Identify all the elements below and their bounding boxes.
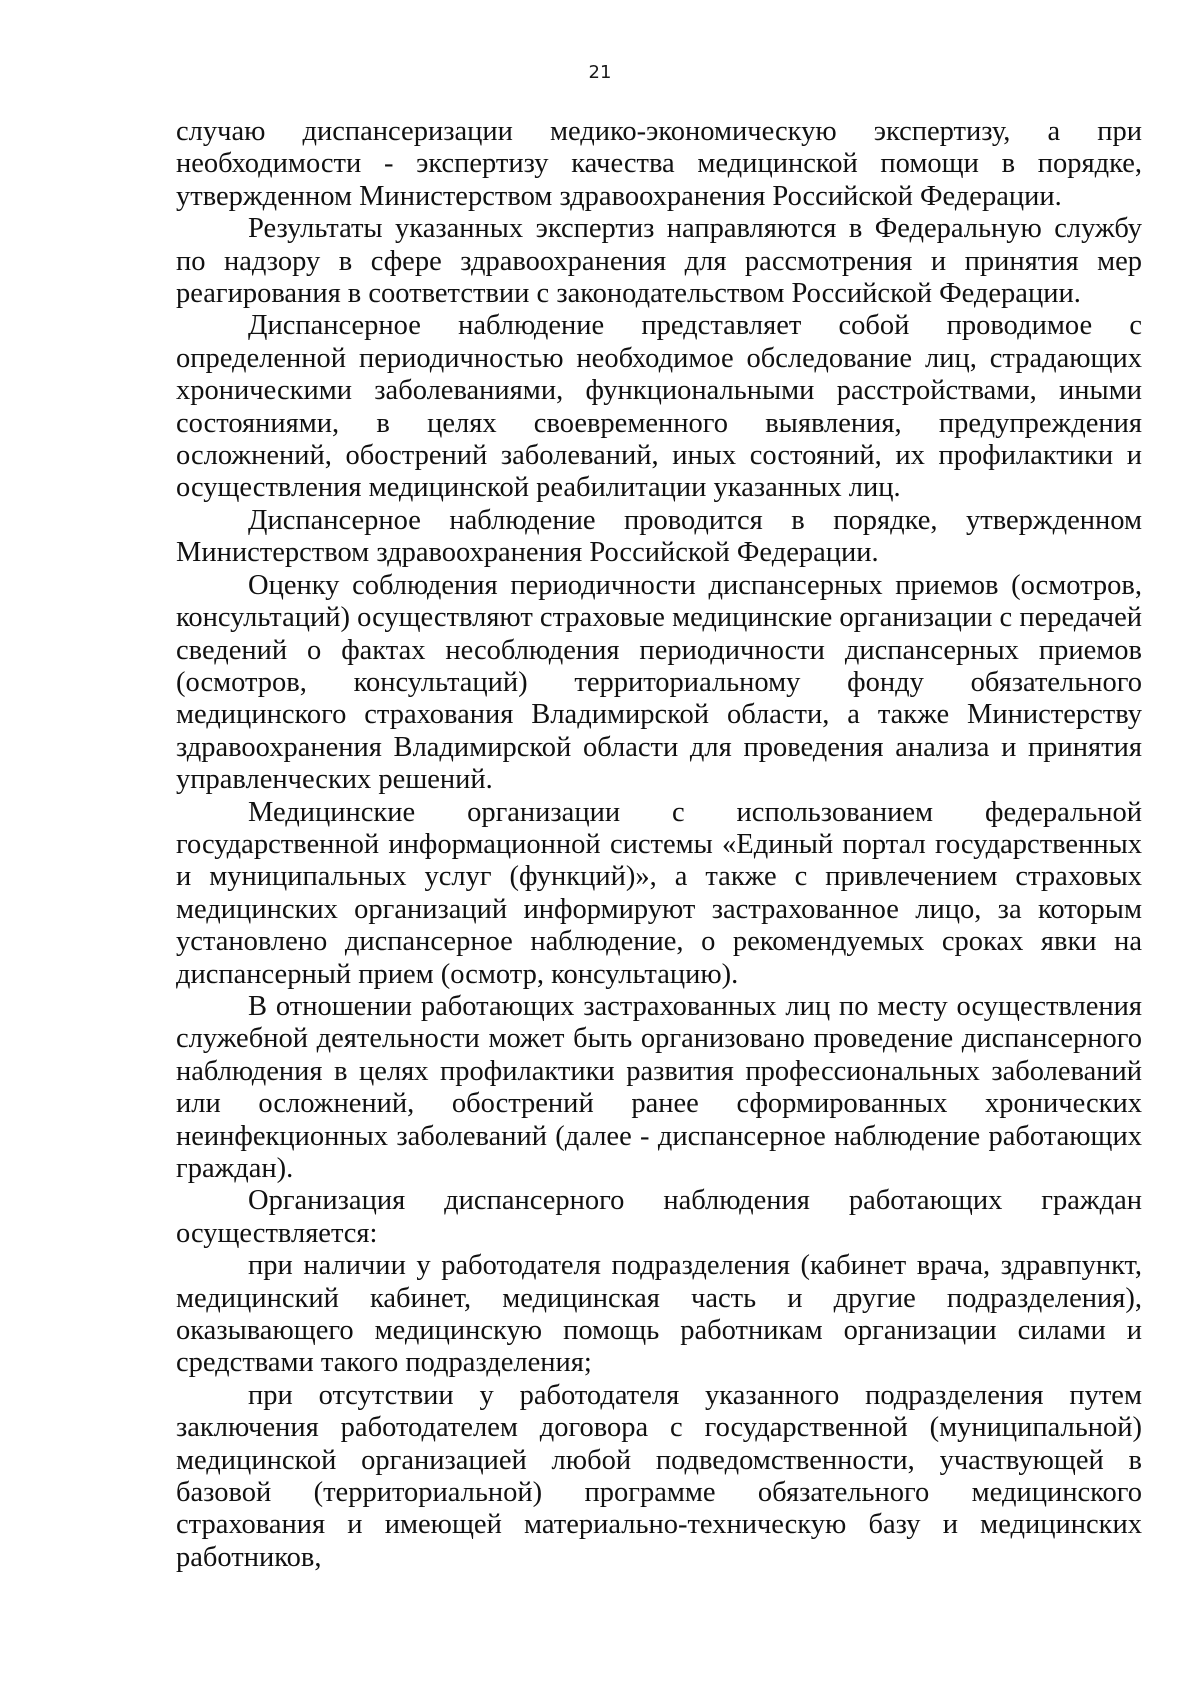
page-number: 21	[588, 62, 612, 83]
paragraph: Диспансерное наблюдение представляет собой проводимое с определенной периодичностью необходимое обследование лиц, страдающих хроническими заболеваниями, функциональными расстройствами, иными состояниями, в целях своевременного выявления, предупреждения осложнений, обострений заболеваний, иных состояний, их профилактики и осуществления медицинской реабилитации указанных лиц.	[176, 310, 1142, 504]
document-body	[176, 116, 1142, 1574]
paragraph: Медицинские организации с использованием федеральной государственной информационной системы «Единый портал государственных и муниципальных услуг (функций)», а также с привлечением страховых медицинских организаций информируют застрахованное лицо, за которым установлено диспансерное наблюдение, о рекомендуемых сроках явки на диспансерный прием (осмотр, консультацию).	[176, 796, 1142, 990]
paragraph: Организация диспансерного наблюдения работающих граждан осуществляется:	[176, 1185, 1142, 1249]
paragraph: Оценку соблюдения периодичности диспансерных приемов (осмотров, консультаций) осуществляют страховые медицинские организации с передачей сведений о фактах несоблюдения периодичности диспансерных приемов (осмотров, консультаций) территориальному фонду обязательного медицинского страхования Владимирской области, а также Министерству здравоохранения Владимирской области для проведения анализа и принятия управленческих решений.	[176, 569, 1142, 796]
paragraph: при отсутствии у работодателя указанного подразделения путем заключения работодателем договора с государственной (муниципальной) медицинской организацией любой подведомственности, участвующей в базовой (территориальной) программе обязательного медицинского страхования и имеющей материально-техническую базу и медицинских работников,	[176, 1379, 1142, 1573]
paragraph: Диспансерное наблюдение проводится в порядке, утвержденном Министерством здравоохранения Российской Федерации.	[176, 504, 1142, 569]
paragraph: при наличии у работодателя подразделения (кабинет врача, здравпункт, медицинский кабинет, медицинская часть и другие подразделения), оказывающего медицинскую помощь работникам организации силами и средствами такого подразделения;	[176, 1250, 1142, 1379]
paragraph: Результаты указанных экспертиз направляются в Федеральную службу по надзору в сфере здравоохранения для рассмотрения и принятия мер реагирования в соответствии с законодательством Российской Федерации.	[176, 213, 1142, 310]
paragraph: случаю диспансеризации медико-экономическую экспертизу, а при необходимости - экспертизу качества медицинской помощи в порядке, утвержденном Министерством здравоохранения Российской Федерации.	[176, 116, 1142, 212]
paragraph: В отношении работающих застрахованных лиц по месту осуществления служебной деятельности может быть организовано проведение диспансерного наблюдения в целях профилактики развития профессиональных заболеваний или осложнений, обострений ранее сформированных хронических неинфекционных заболеваний (далее - диспансерное наблюдение работающих граждан).	[176, 990, 1142, 1184]
